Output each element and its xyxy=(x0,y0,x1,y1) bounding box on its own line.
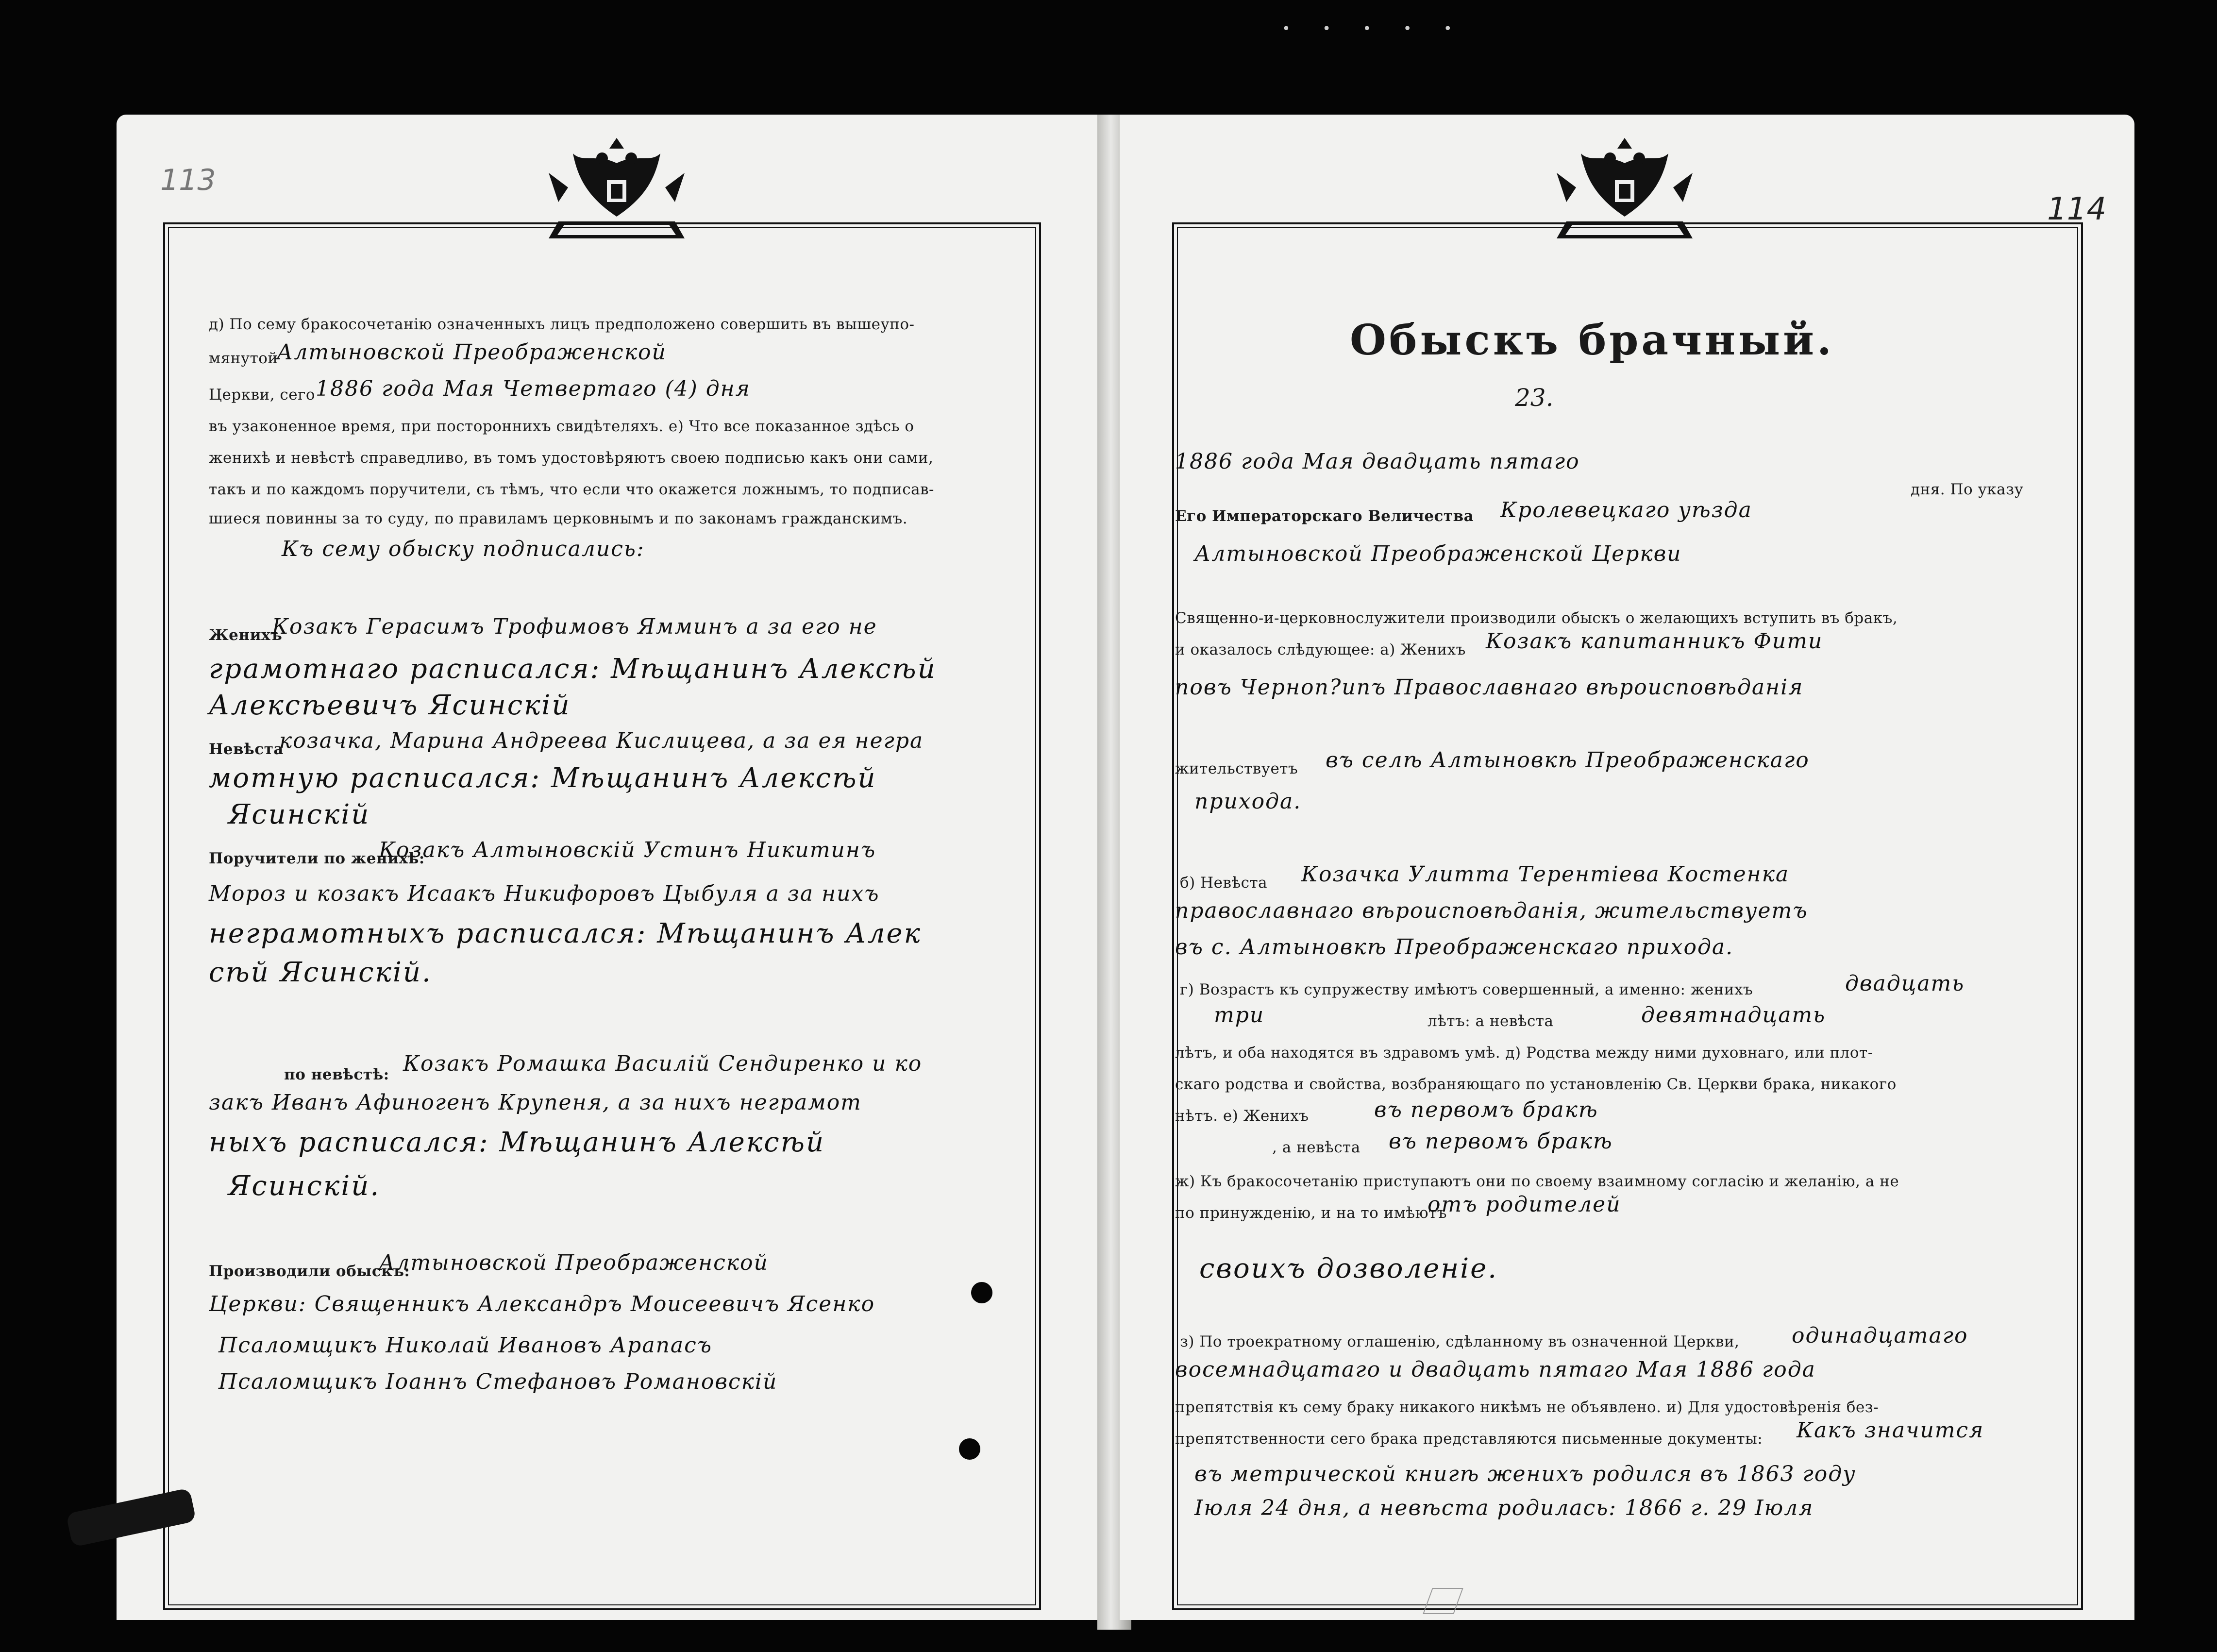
handwritten-line: Козачка Улитта Терентіева Костенка xyxy=(1301,862,1790,887)
handwritten-line: Ясинскій. xyxy=(228,1170,381,1202)
handwritten-line: мотную расписался: Мѣщанинъ Алексѣй xyxy=(209,762,877,794)
text-line: препятственности сего брака представляются письменные документы: xyxy=(1175,1430,1763,1448)
handwritten-line: Церкви: Священникъ Александръ Моисеевичъ Ясенко xyxy=(209,1292,875,1316)
handwritten-line: повъ Черноп?ипъ Православнаго вѣроисповѣданія xyxy=(1175,675,1804,700)
handwritten-line: три xyxy=(1214,1003,1265,1028)
text-line: г) Возрастъ къ супружеству имѣютъ совершенный, а именно: женихъ xyxy=(1180,981,1753,998)
handwritten-line: отъ родителей xyxy=(1428,1192,1621,1217)
text-line: въ узаконенное время, при постороннихъ свидѣтеляхъ. е) Что все показанное здѣсь о xyxy=(209,418,914,435)
handwritten-line: Ясинскій xyxy=(228,799,370,830)
handwritten-line: Какъ значится xyxy=(1797,1418,1984,1443)
handwritten-line: Псаломщикъ Николай Ивановъ Арапасъ xyxy=(218,1333,713,1358)
handwritten-line: Алтыновской Преображенской Церкви xyxy=(1194,541,1682,566)
handwritten-line: Козакъ Ромашка Василій Сендиренко и ко xyxy=(403,1051,923,1076)
handwritten-line: православнаго вѣроисповѣданія, жительствуетъ xyxy=(1175,898,1808,923)
search-performed-label: Производили обыскъ: xyxy=(209,1263,410,1280)
document-title: Обыскъ брачный. xyxy=(1350,316,1834,365)
handwritten-line: неграмотныхъ расписался: Мѣщанинъ Алек xyxy=(209,918,922,949)
handwritten-line: Алтыновской Преображенской xyxy=(277,340,667,365)
binding-hole xyxy=(971,1282,992,1303)
text-line: мянутой xyxy=(209,350,278,367)
bride-label: Невѣста xyxy=(209,741,284,758)
handwritten-line: 1886 года Мая двадцать пятаго xyxy=(1175,449,1580,474)
scan-dots: • • • • • xyxy=(1282,20,1466,37)
handwritten-line: Козакъ Герасимъ Трофимовъ Ямминъ а за его не xyxy=(272,614,877,639)
text-line: шиеся повинны за то суду, по правиламъ церковнымъ и по законамъ гражданскимъ. xyxy=(209,510,908,527)
text-line: нѣтъ. е) Женихъ xyxy=(1175,1107,1309,1125)
handwritten-line: сѣй Ясинскій. xyxy=(209,957,432,988)
text-line: з) По троекратному оглашенію, сдѣланному въ означенной Церкви, xyxy=(1180,1333,1740,1350)
text-line: лѣтъ: а невѣста xyxy=(1428,1012,1554,1030)
text-line: лѣтъ, и оба находятся въ здравомъ умѣ. д) Родства между ними духовнаго, или плот- xyxy=(1175,1044,1873,1062)
text-line: жительствуетъ xyxy=(1175,760,1298,777)
handwritten-line: въ первомъ бракѣ xyxy=(1374,1097,1598,1122)
text-line: и оказалось слѣдующее: а) Женихъ xyxy=(1175,641,1466,658)
text-line: по принужденію, и на то имѣютъ xyxy=(1175,1204,1447,1222)
page-number-left: 113 xyxy=(160,163,216,197)
guarantors-bride-label: по невѣстѣ: xyxy=(284,1066,389,1083)
binding-hole xyxy=(959,1438,980,1460)
text-line: женихѣ и невѣстѣ справедливо, въ томъ удостовѣряютъ своею подписью какъ они сами, xyxy=(209,449,934,467)
handwritten-line: восемнадцатаго и двадцать пятаго Мая 1886 года xyxy=(1175,1357,1816,1382)
text-line: препятствія къ сему браку никакого никѣмъ не объявлено. и) Для удостовѣренія без- xyxy=(1175,1399,1879,1416)
handwritten-line: прихода. xyxy=(1194,789,1302,814)
text-line: такъ и по каждомъ поручители, съ тѣмъ, что если что окажется ложнымъ, то подписав- xyxy=(209,481,935,498)
handwritten-line: своихъ дозволеніе. xyxy=(1199,1253,1498,1284)
text-line: ж) Къ бракосочетанію приступаютъ они по своему взаимному согласію и желанію, а не xyxy=(1175,1173,1899,1190)
handwritten-line: закъ Иванъ Афиногенъ Крупеня, а за нихъ неграмот xyxy=(209,1090,862,1115)
handwritten-line: грамотнаго расписался: Мѣщанинъ Алексѣй xyxy=(209,653,937,685)
text-line: Священно-и-церковнослужители производили обыскъ о желающихъ вступить въ бракъ, xyxy=(1175,609,1898,627)
handwritten-line: Іюля 24 дня, а невѣста родилась: 1866 г. 29 Іюля xyxy=(1194,1496,1814,1520)
groom-label: Женихъ xyxy=(209,626,283,644)
handwritten-line: въ селѣ Алтыновкѣ Преображенскаго xyxy=(1326,748,1810,773)
handwritten-line: въ с. Алтыновкѣ Преображенскаго прихода. xyxy=(1175,935,1734,960)
handwritten-line: въ первомъ бракѣ xyxy=(1389,1129,1613,1154)
text-line: Его Императорскаго Величества xyxy=(1175,507,1474,525)
handwritten-line: ныхъ расписался: Мѣщанинъ Алексѣй xyxy=(209,1127,825,1158)
text-line: дня. По указу xyxy=(1911,481,2024,498)
text-line: , а невѣста xyxy=(1272,1139,1360,1156)
handwritten-line: Козакъ Алтыновскій Устинъ Никитинъ xyxy=(379,838,876,862)
page-number-right: 114 xyxy=(2047,191,2107,227)
handwritten-line: Мороз и козакъ Исаакъ Никифоровъ Цыбуля а за нихъ xyxy=(209,881,880,906)
handwritten-line: двадцать xyxy=(1845,971,1965,996)
handwritten-line: девятнадцать xyxy=(1641,1003,1826,1028)
handwritten-line: Алексѣевичъ Ясинскій xyxy=(209,690,571,721)
record-number: 23. xyxy=(1515,384,1554,412)
handwritten-line: въ метрической книгѣ женихъ родился въ 1863 году xyxy=(1194,1462,1856,1486)
handwritten-line: Козакъ капитанникъ Фити xyxy=(1486,629,1823,654)
handwritten-line: Къ сему обыску подписались: xyxy=(282,537,645,561)
handwritten-line: козачка, Марина Андреева Кислицева, а за ея негра xyxy=(279,728,924,753)
text-line: б) Невѣста xyxy=(1180,874,1268,892)
text-line: Церкви, сего xyxy=(209,386,316,404)
guarantors-groom-label: Поручители по женихѣ: xyxy=(209,850,425,867)
handwritten-line: Псаломщикъ Іоаннъ Стефановъ Романовскій xyxy=(218,1369,778,1394)
handwritten-line: Алтыновской Преображенской xyxy=(379,1250,769,1275)
text-line: скаго родства и свойства, возбраняющаго по установленію Св. Церкви брака, никакого xyxy=(1175,1076,1897,1093)
text-line: д) По сему бракосочетанію означенныхъ лицъ предположено совершить въ вышеупо- xyxy=(209,316,915,333)
handwritten-line: 1886 года Мая Четвертаго (4) дня xyxy=(316,376,751,401)
handwritten-line: Кролевецкаго уѣзда xyxy=(1500,498,1752,523)
handwritten-line: одинадцатаго xyxy=(1792,1323,1968,1348)
